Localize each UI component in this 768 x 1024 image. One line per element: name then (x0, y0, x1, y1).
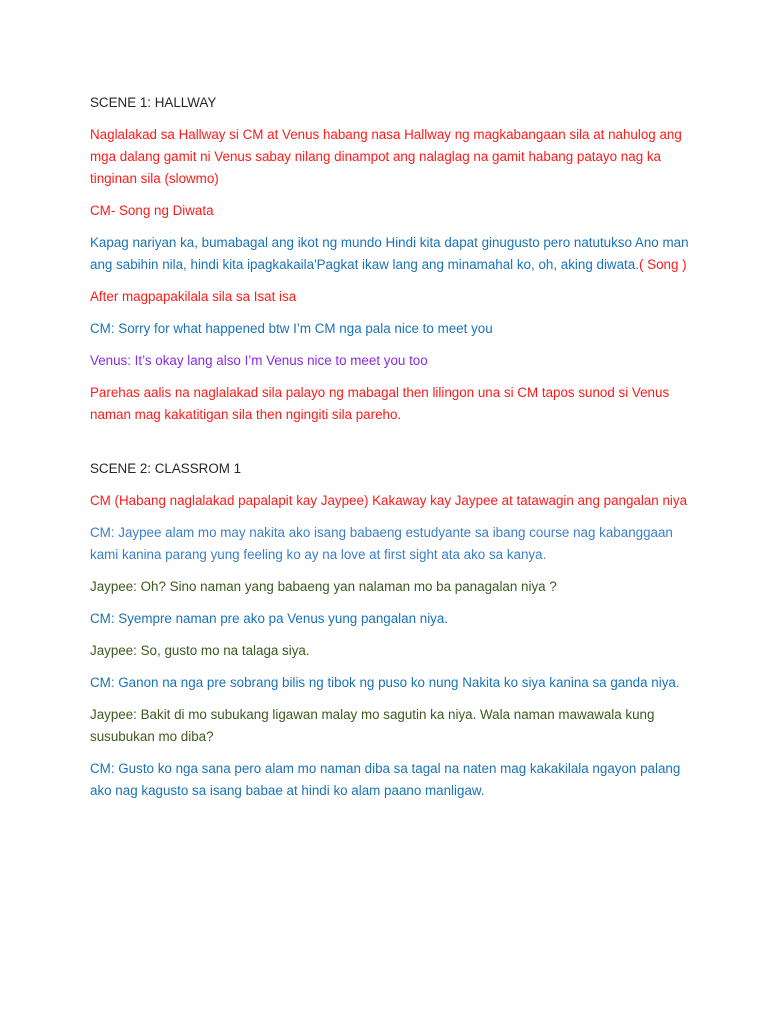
scene1-paragraph: Naglalakad sa Hallway si CM at Venus habang nasa Hallway ng magkabangaan sila at nahulog ang mga dalang gamit ni Venus sabay nilang dinampot ang nalaglag na gamit habang patayo nag ka tinginan sila (slowmo) (90, 127, 682, 186)
scene1-dialogue-cm: CM: Sorry for what happened btw I’m CM nga pala nice to meet you (90, 321, 493, 336)
song-lyrics-text: Kapag nariyan ka, bumabagal ang ikot ng mundo Hindi kita dapat ginugusto pero natutukso Ano man ang sabihin nila, hindi kita ipagkakaila'Pagkat ikaw lang ang minamahal ko, oh, aking diwata. (90, 235, 689, 272)
scene2-dialogue-cm: CM: Syempre naman pre ako pa Venus yung pangalan niya. (90, 611, 449, 626)
scene1-paragraph: After magpapakilala sila sa Isat isa (90, 289, 297, 304)
scene1-paragraph: Parehas aalis na naglalakad sila palayo ng mabagal then lilingon una si CM tapos sunod si Venus naman mag kakatitigan sila then ngingiti sila pareho. (90, 385, 670, 422)
scene1-dialogue-venus: Venus: It’s okay lang also I’m Venus nice to meet you too (90, 353, 428, 368)
scene1-song-lyrics (90, 232, 690, 276)
scene2-dialogue-cm: CM: Jaypee alam mo may nakita ako isang babaeng estudyante sa ibang course nag kabanggaan kami kanina parang yung feeling ko ay na love at first sight ata ako sa kanya. (90, 525, 673, 562)
scene2-dialogue-jaypee: Jaypee: So, gusto mo na talaga siya. (90, 643, 310, 658)
song-marker: ( Song ) (638, 257, 687, 272)
scene2-paragraph: CM (Habang naglalakad papalapit kay Jaypee) Kakaway kay Jaypee at tatawagin ang pangalan niya (90, 493, 688, 508)
scene2-dialogue-jaypee: Jaypee: Oh? Sino naman yang babaeng yan nalaman mo ba panagalan niya ? (90, 579, 557, 594)
scene2-dialogue-cm: CM: Gusto ko nga sana pero alam mo naman diba sa tagal na naten mag kakakilala ngayon palang ako nag kagusto sa isang babae at hindi ko alam paano manligaw. (90, 761, 681, 798)
document-page (90, 92, 690, 812)
scene1-paragraph: CM- Song ng Diwata (90, 203, 214, 218)
scene2-heading: SCENE 2: CLASSROM 1 (90, 461, 242, 476)
scene-separator (90, 436, 690, 458)
scene2-dialogue-jaypee: Jaypee: Bakit di mo subukang ligawan malay mo sagutin ka niya. Wala naman mawawala kung susubukan mo diba? (90, 707, 655, 744)
scene2-dialogue-cm: CM: Ganon na nga pre sobrang bilis ng tibok ng puso ko nung Nakita ko siya kanina sa ganda niya. (90, 675, 680, 690)
scene1-heading: SCENE 1: HALLWAY (90, 95, 217, 110)
